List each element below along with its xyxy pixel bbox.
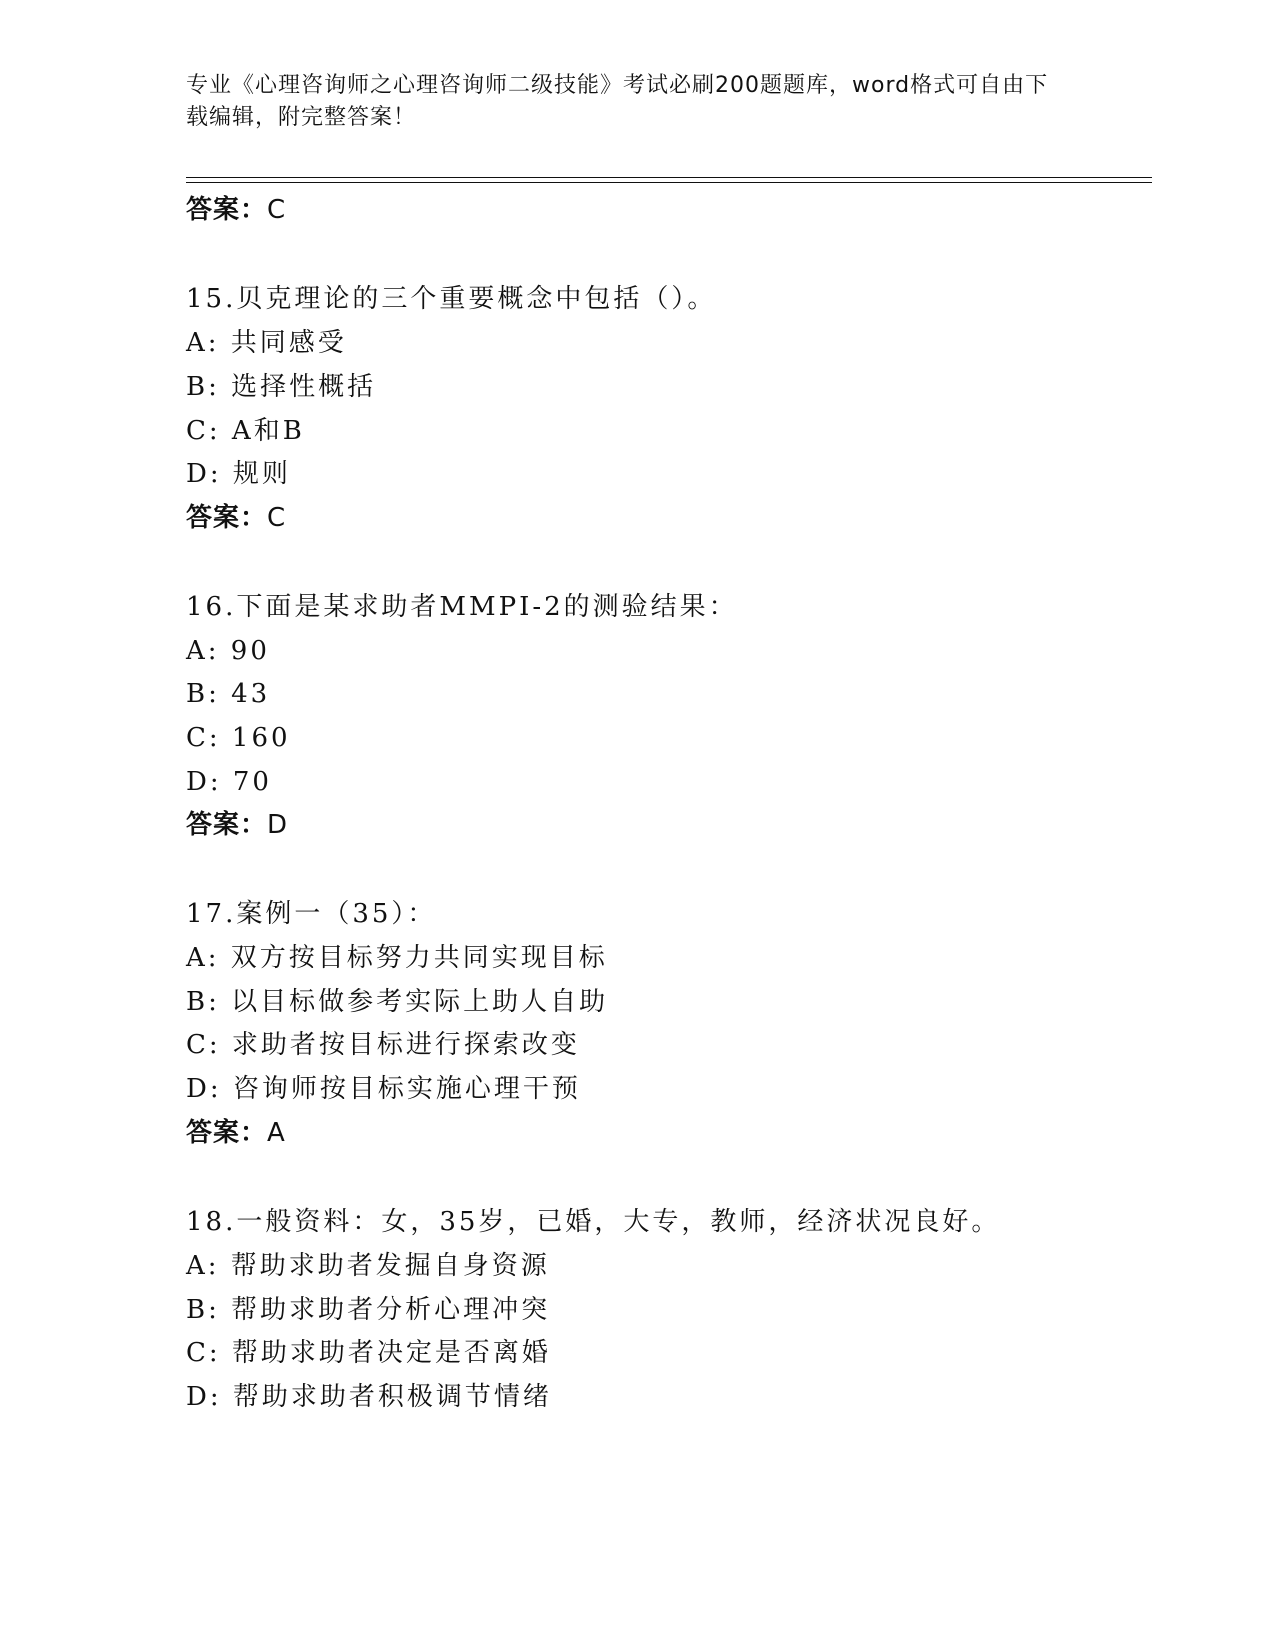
option-d: D: 咨询师按目标实施心理干预 (186, 1074, 581, 1104)
option-c: C: 帮助求助者决定是否离婚 (186, 1338, 551, 1368)
answer-line (186, 809, 288, 841)
answer-value: C (267, 195, 287, 225)
option-c: C: 求助者按目标进行探索改变 (186, 1030, 580, 1060)
header-rule-bottom (186, 182, 1152, 183)
answer-label: 答案： (186, 195, 268, 225)
answer-label: 答案： (186, 1118, 268, 1148)
option-b: B: 以目标做参考实际上助人自助 (186, 987, 609, 1017)
option-a: A: 帮助求助者发掘自身资源 (186, 1251, 550, 1281)
header-rule-top (186, 177, 1152, 178)
answer-label: 答案： (186, 503, 268, 533)
option-d: D: 70 (186, 767, 272, 797)
answer-line (186, 1117, 286, 1149)
question-stem: 15.贝克理论的三个重要概念中包括（）。 (186, 284, 717, 314)
question-stem: 17.案例一（35）： (186, 899, 437, 929)
answer-line (186, 194, 286, 226)
header-text: 专业《心理咨询师之心理咨询师二级技能》考试必刷200题题库，word格式可自由下载编辑，附完整答案！ (186, 73, 1049, 130)
answer-value: A (267, 1118, 286, 1148)
answer-label: 答案： (186, 810, 268, 840)
option-d: D: 规则 (186, 459, 291, 489)
answer-line (186, 502, 286, 534)
option-c: C: 160 (186, 723, 291, 753)
answer-value: D (267, 810, 289, 840)
question-stem: 16.下面是某求助者MMPI-2的测验结果： (186, 592, 738, 622)
option-d: D: 帮助求助者积极调节情绪 (186, 1382, 552, 1412)
question-stem: 18.一般资料：女，35岁，已婚，大专，教师，经济状况良好。 (186, 1207, 1001, 1237)
answer-value: C (267, 503, 287, 533)
document-header (186, 70, 1066, 134)
option-c: C: A和B (186, 416, 305, 446)
option-a: A: 90 (186, 636, 270, 666)
option-b: B: 帮助求助者分析心理冲突 (186, 1295, 551, 1325)
option-b: B: 选择性概括 (186, 372, 377, 402)
option-b: B: 43 (186, 679, 271, 709)
option-a: A: 共同感受 (186, 328, 347, 358)
option-a: A: 双方按目标努力共同实现目标 (186, 943, 608, 973)
